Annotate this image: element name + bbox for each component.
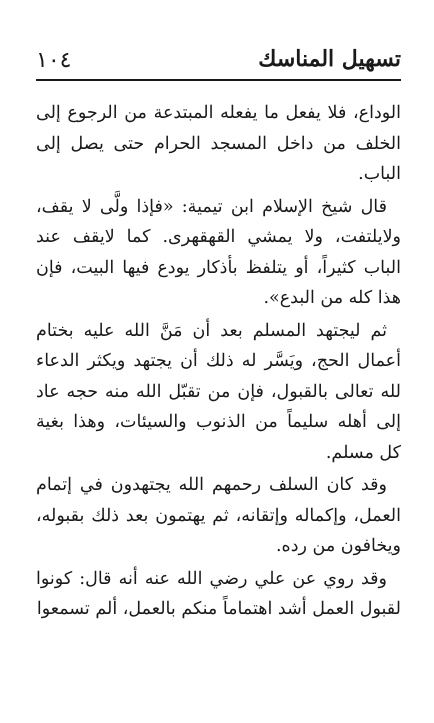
page-number: ١٠٤ <box>36 48 72 73</box>
paragraph-ali-narration: وقد روي عن علي رضي الله عنه أنه قال: كونوا لقبول العمل أشد اهتماماً منكم بالعمل، ألم تسمعوا <box>36 568 401 619</box>
paragraph-ibn-taymiyyah-quote: قال شيخ الإسلام ابن تيمية: «فإذا ولَّى لا يقف، ولايلتفت، ولا يمشي القهقهرى. كما لايقف عند الباب كثيراً، أو يتلفظ بأذكار يودع فيها البيت، فإن هذا كله من البدع». <box>36 196 401 308</box>
header-rule <box>36 79 401 81</box>
page-header <box>36 40 401 76</box>
paragraph-salaf-practice: وقد كان السلف رحمهم الله يجتهدون في إتمام العمل، وإكماله وإتقانه، ثم يهتمون بعد ذلك بقبوله، ويخافون من رده. <box>36 475 401 556</box>
paragraph-striving-acceptance: ثم ليجتهد المسلم بعد أن مَنَّ الله عليه بختام أعمال الحج، ويَسَّر له ذلك أن يجتهد ويكثر الدعاء لله تعالى بالقبول، فإن من تقبّل الله منه حجه عاد إلى أهله سليماً من الذنوب والسيئات، وهذا بغية كل مسلم. <box>36 320 401 463</box>
page-body <box>36 98 401 627</box>
book-title: تسهيل المناسك <box>258 46 401 72</box>
paragraph-farewell-continuation: الوداع، فلا يفعل ما يفعله المبتدعة من الرجوع إلى الخلف من داخل المسجد الحرام حتى يصل إلى الباب. <box>36 103 401 184</box>
